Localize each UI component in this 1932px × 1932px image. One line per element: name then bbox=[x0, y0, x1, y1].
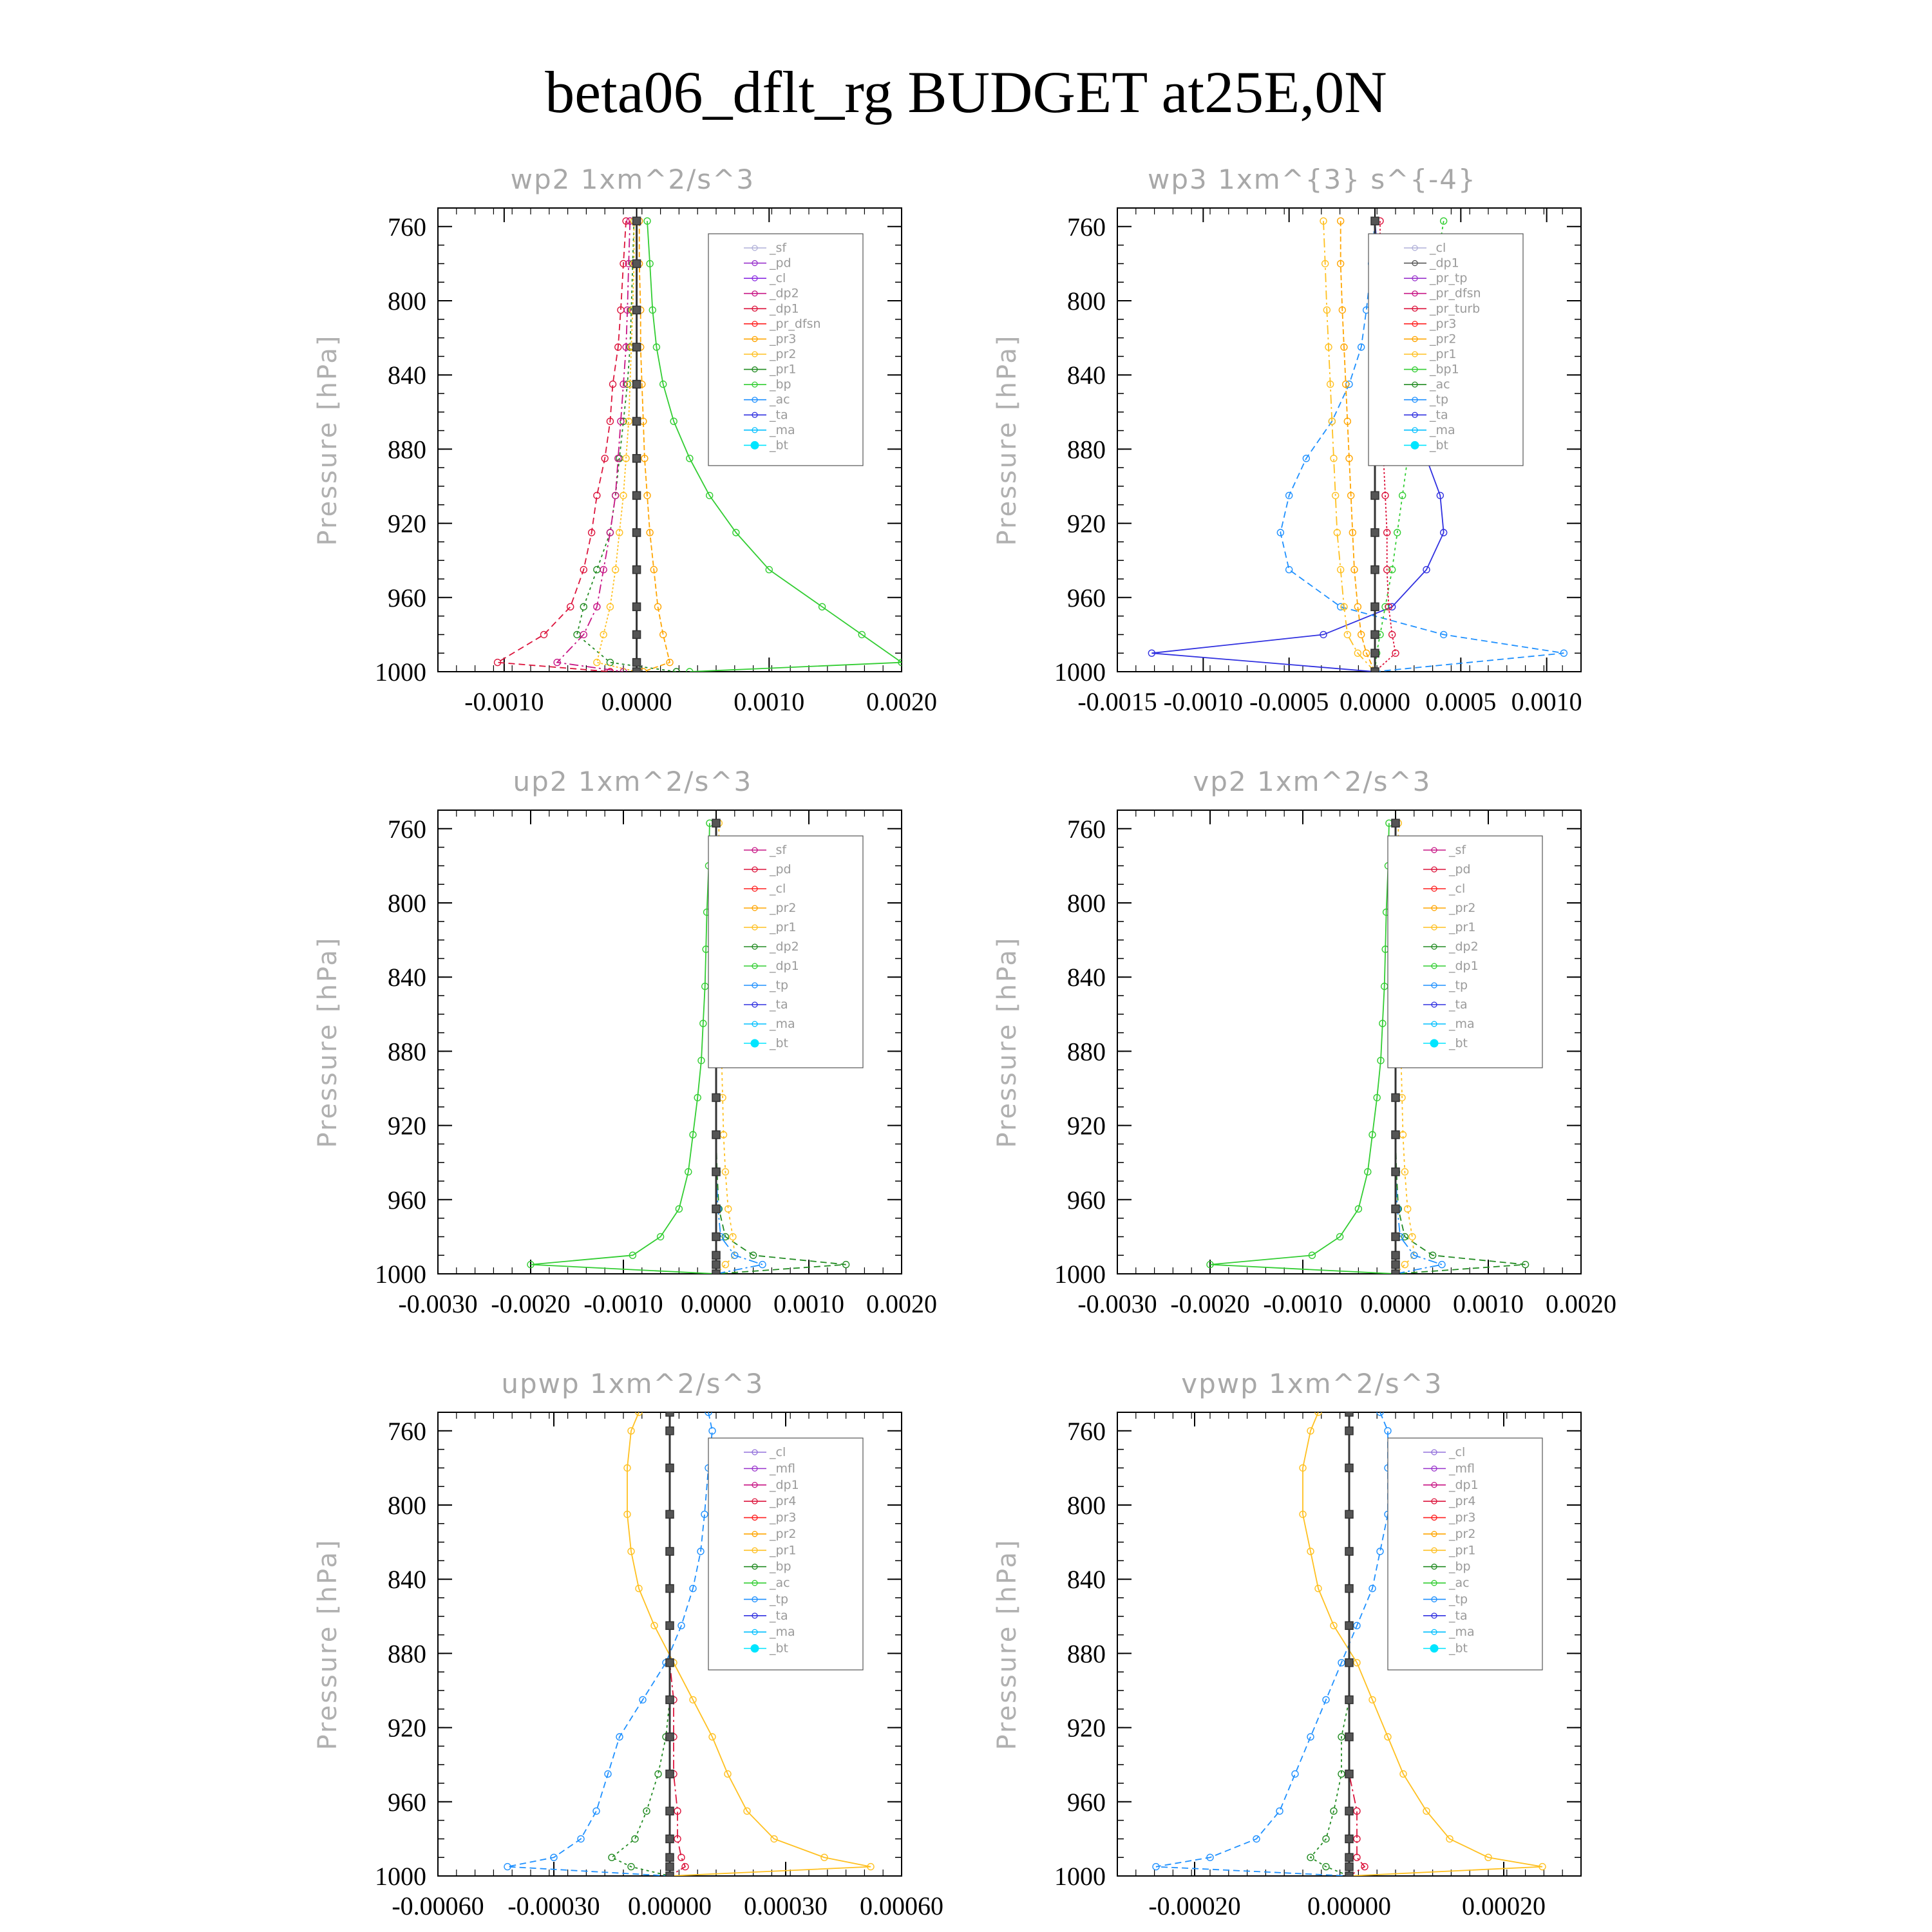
series-marker-bt bbox=[1371, 668, 1379, 676]
series-marker-bt bbox=[1392, 1094, 1399, 1101]
x-tick-label: 0.00060 bbox=[860, 1891, 943, 1920]
y-tick-label: 760 bbox=[1067, 212, 1106, 242]
panel-1 bbox=[313, 164, 937, 716]
legend-label: _bp bbox=[770, 1559, 791, 1574]
series-marker-bt bbox=[1371, 217, 1379, 225]
x-tick-label: -0.0005 bbox=[1249, 687, 1329, 716]
legend-label: _pr1 bbox=[770, 920, 797, 934]
y-tick-label: 800 bbox=[1067, 287, 1106, 316]
series-marker-bt bbox=[1392, 1270, 1399, 1278]
legend-label: _dp2 bbox=[770, 286, 799, 301]
y-tick-label: 840 bbox=[388, 1565, 426, 1595]
x-tick-label: -0.0010 bbox=[1163, 687, 1243, 716]
legend-label: _bt bbox=[770, 438, 789, 453]
y-tick-label: 760 bbox=[1067, 1416, 1106, 1446]
series-marker-pr1 bbox=[722, 1262, 728, 1268]
y-axis-label: Pressure [hPa] bbox=[313, 334, 343, 546]
legend-label: _tp bbox=[770, 1592, 789, 1607]
legend-label: _ta bbox=[770, 998, 788, 1012]
y-tick-label: 880 bbox=[1067, 435, 1106, 464]
series-marker-bt bbox=[633, 217, 641, 225]
series-marker-bt bbox=[1371, 529, 1379, 536]
page-title: beta06_dflt_rg BUDGET at25E,0N bbox=[545, 59, 1387, 125]
legend-label: _pr1 bbox=[1430, 347, 1457, 361]
series-line-pr4 bbox=[670, 1412, 685, 1876]
x-tick-label: 0.0020 bbox=[866, 1289, 937, 1318]
series-marker-tp bbox=[1292, 1771, 1298, 1777]
series-marker-bt bbox=[712, 1270, 720, 1278]
x-tick-label: 0.0020 bbox=[866, 687, 937, 716]
legend-label: _bp bbox=[1449, 1559, 1471, 1574]
legend-label: _pr2 bbox=[770, 347, 797, 361]
panel-4 bbox=[992, 766, 1616, 1318]
legend-label: _pr_turb bbox=[1430, 301, 1481, 316]
panel-title: vpwp 1xm^2/s^3 bbox=[1181, 1368, 1443, 1399]
y-tick-label: 1000 bbox=[375, 1260, 426, 1289]
legend-label: _pr4 bbox=[1449, 1494, 1476, 1509]
legend-label: _pr3 bbox=[1449, 1510, 1476, 1525]
x-tick-label: 0.00000 bbox=[628, 1891, 712, 1920]
y-tick-label: 760 bbox=[388, 212, 426, 242]
legend-label: _pr_dfsn bbox=[770, 316, 821, 331]
series-marker-bt bbox=[666, 1464, 674, 1472]
legend-label: _ta bbox=[1430, 408, 1448, 422]
legend-label: _pr4 bbox=[770, 1494, 797, 1509]
series-marker-tp bbox=[759, 1262, 766, 1268]
series-marker-bt bbox=[1345, 1408, 1353, 1416]
series-line-dp1 bbox=[531, 823, 716, 1274]
x-tick-label: -0.0020 bbox=[1170, 1289, 1250, 1318]
legend-label: _ma bbox=[770, 422, 795, 437]
legend-label: _pr2 bbox=[770, 901, 797, 915]
y-tick-label: 840 bbox=[1067, 963, 1106, 992]
series-marker-bt bbox=[666, 1585, 674, 1593]
y-tick-label: 840 bbox=[1067, 1565, 1106, 1595]
legend-label: _mfl bbox=[770, 1461, 795, 1476]
legend-label: _tp bbox=[1430, 392, 1449, 407]
y-tick-label: 880 bbox=[388, 1639, 426, 1669]
series-marker-bt bbox=[1345, 1427, 1353, 1435]
legend bbox=[708, 234, 863, 466]
series-marker-bt bbox=[666, 1807, 674, 1815]
series-marker-bt bbox=[666, 1863, 674, 1871]
y-tick-label: 880 bbox=[1067, 1639, 1106, 1669]
legend-label: _pr2 bbox=[1449, 1526, 1476, 1541]
legend bbox=[1388, 836, 1542, 1068]
series-marker-bt bbox=[666, 1548, 674, 1555]
legend-label: _ac bbox=[1430, 377, 1450, 392]
series-line-dp1 bbox=[498, 221, 627, 672]
y-tick-label: 840 bbox=[388, 361, 426, 390]
legend-label: _ac bbox=[770, 392, 790, 407]
series-marker-bt bbox=[712, 1205, 720, 1213]
series-marker-bt bbox=[712, 819, 720, 827]
series-line-pr3 bbox=[639, 221, 670, 672]
series-marker-bt bbox=[1345, 1733, 1353, 1741]
series-marker-pr1 bbox=[580, 603, 587, 610]
series-marker-bt bbox=[633, 491, 641, 499]
y-tick-label: 800 bbox=[388, 287, 426, 316]
panel-title: vp2 1xm^2/s^3 bbox=[1193, 766, 1432, 797]
legend-label: _tp bbox=[1449, 978, 1468, 992]
legend-label: _pr_tp bbox=[1430, 271, 1468, 286]
legend-label: _ac bbox=[1449, 1576, 1470, 1591]
series-marker-bt bbox=[1371, 566, 1379, 574]
series-marker-bt bbox=[712, 1094, 720, 1101]
legend-label: _cl bbox=[770, 271, 786, 286]
series-line-pr4 bbox=[1349, 1412, 1365, 1876]
series-line-bp bbox=[1311, 1412, 1349, 1876]
y-tick-label: 920 bbox=[1067, 1713, 1106, 1743]
legend-label: _pr2 bbox=[1449, 901, 1476, 915]
panel-5 bbox=[313, 1368, 943, 1920]
legend-label: _dp2 bbox=[1449, 940, 1479, 954]
series-marker-pr1 bbox=[1401, 1262, 1408, 1268]
legend-label: _ma bbox=[770, 1017, 795, 1031]
legend-label: _dp2 bbox=[770, 940, 799, 954]
series-marker-pr4 bbox=[678, 1854, 685, 1861]
legend-label: _pr2 bbox=[770, 1526, 797, 1541]
legend-label: _cl bbox=[770, 1445, 786, 1459]
y-tick-label: 920 bbox=[1067, 1111, 1106, 1141]
series-marker-bt bbox=[633, 668, 641, 676]
series-marker-bt bbox=[1345, 1807, 1353, 1815]
x-tick-label: -0.0010 bbox=[583, 1289, 663, 1318]
series-marker-bt bbox=[633, 603, 641, 611]
series-line-bp bbox=[612, 1412, 670, 1876]
series-marker-bt bbox=[633, 417, 641, 425]
series-line-tp bbox=[507, 1412, 712, 1876]
series-marker-bt bbox=[712, 1168, 720, 1176]
series-marker-pr1 bbox=[594, 567, 600, 573]
legend-label: _ac bbox=[770, 1576, 790, 1591]
x-tick-label: -0.0010 bbox=[464, 687, 544, 716]
y-tick-label: 760 bbox=[388, 1416, 426, 1446]
y-tick-label: 960 bbox=[388, 1787, 426, 1817]
series-marker-bt bbox=[1371, 630, 1379, 638]
y-tick-label: 920 bbox=[388, 509, 426, 538]
legend-label: _tp bbox=[1449, 1592, 1468, 1607]
legend-swatch-marker bbox=[1411, 441, 1419, 449]
series-marker-bt bbox=[666, 1408, 674, 1416]
x-tick-label: 0.0010 bbox=[1453, 1289, 1524, 1318]
x-tick-label: 0.0000 bbox=[1340, 687, 1410, 716]
legend-label: _cl bbox=[1430, 241, 1446, 255]
panel-6 bbox=[992, 1368, 1581, 1920]
series-marker-dp1 bbox=[541, 631, 547, 638]
legend bbox=[1368, 234, 1523, 466]
series-marker-bt bbox=[1392, 1131, 1399, 1139]
series-marker-bt bbox=[1392, 1251, 1399, 1259]
legend-label: _dp1 bbox=[770, 1477, 799, 1492]
y-axis-label: Pressure [hPa] bbox=[992, 334, 1022, 546]
series-marker-bt bbox=[666, 1696, 674, 1703]
y-tick-label: 960 bbox=[1067, 1787, 1106, 1817]
legend-label: _pr3 bbox=[770, 332, 797, 346]
legend-label: _cl bbox=[1449, 1445, 1466, 1459]
y-tick-label: 960 bbox=[388, 1185, 426, 1215]
series-line-pr2 bbox=[597, 221, 637, 672]
panel-title: up2 1xm^2/s^3 bbox=[513, 766, 753, 797]
x-tick-label: -0.00030 bbox=[507, 1891, 600, 1920]
series-marker-bt bbox=[633, 529, 641, 536]
y-tick-label: 880 bbox=[1067, 1037, 1106, 1066]
x-tick-label: -0.00060 bbox=[392, 1891, 484, 1920]
legend-label: _dp1 bbox=[770, 959, 799, 973]
legend-label: _ta bbox=[1449, 998, 1468, 1012]
series-marker-bt bbox=[1371, 491, 1379, 499]
series-marker-bt bbox=[666, 1853, 674, 1861]
panel-title: wp3 1xm^{3} s^{-4} bbox=[1148, 164, 1477, 195]
legend bbox=[708, 836, 863, 1068]
y-tick-label: 800 bbox=[388, 889, 426, 918]
y-axis-label: Pressure [hPa] bbox=[313, 1538, 343, 1750]
y-tick-label: 800 bbox=[1067, 889, 1106, 918]
series-marker-bt bbox=[666, 1510, 674, 1518]
legend-label: _pr1 bbox=[1449, 920, 1476, 934]
legend-label: _pr3 bbox=[770, 1510, 797, 1525]
series-marker-bt bbox=[712, 1131, 720, 1139]
series-marker-bt bbox=[633, 630, 641, 638]
panel-title: wp2 1xm^2/s^3 bbox=[510, 164, 755, 195]
legend-label: _bt bbox=[770, 1641, 789, 1656]
legend-label: _cl bbox=[1449, 882, 1466, 896]
y-axis-label: Pressure [hPa] bbox=[992, 1538, 1022, 1750]
series-marker-tp bbox=[1276, 1808, 1283, 1814]
panel-3 bbox=[313, 766, 937, 1318]
x-tick-label: 0.0010 bbox=[773, 1289, 844, 1318]
series-marker-bt bbox=[633, 343, 641, 351]
series-marker-bt bbox=[666, 1427, 674, 1435]
legend-label: _bt bbox=[770, 1036, 789, 1050]
legend-label: _pr3 bbox=[1430, 316, 1457, 331]
legend-label: _sf bbox=[1449, 843, 1466, 857]
series-marker-bt bbox=[633, 455, 641, 462]
series-marker-bt bbox=[1345, 1585, 1353, 1593]
x-tick-label: -0.0020 bbox=[491, 1289, 571, 1318]
x-tick-label: 0.00020 bbox=[1462, 1891, 1546, 1920]
y-tick-label: 960 bbox=[388, 583, 426, 612]
series-marker-bt bbox=[633, 306, 641, 314]
y-tick-label: 800 bbox=[1067, 1491, 1106, 1520]
legend-label: _dp1 bbox=[1449, 959, 1479, 973]
y-tick-label: 920 bbox=[388, 1111, 426, 1141]
legend-swatch-marker bbox=[1430, 1039, 1438, 1047]
y-tick-label: 960 bbox=[1067, 1185, 1106, 1215]
series-marker-bt bbox=[633, 659, 641, 667]
series-marker-bt bbox=[633, 566, 641, 574]
y-tick-label: 920 bbox=[388, 1713, 426, 1743]
legend-label: _pr1 bbox=[1449, 1543, 1476, 1558]
series-marker-bt bbox=[666, 1659, 674, 1667]
y-tick-label: 760 bbox=[388, 814, 426, 844]
x-tick-label: 0.00030 bbox=[744, 1891, 828, 1920]
legend-swatch-marker bbox=[751, 441, 759, 449]
y-axis-label: Pressure [hPa] bbox=[992, 936, 1022, 1148]
y-tick-label: 760 bbox=[1067, 814, 1106, 844]
legend-label: _ta bbox=[1449, 1608, 1468, 1623]
legend bbox=[1388, 1438, 1542, 1670]
x-tick-label: 0.0000 bbox=[1360, 1289, 1431, 1318]
series-marker-bt bbox=[1345, 1835, 1353, 1842]
legend-label: _ma bbox=[770, 1625, 795, 1640]
series-marker-bt bbox=[1392, 1261, 1399, 1269]
legend-label: _bt bbox=[1449, 1641, 1468, 1656]
series-marker-bt bbox=[666, 1622, 674, 1629]
series-marker-bt bbox=[1371, 603, 1379, 611]
series-marker-bt bbox=[1345, 1548, 1353, 1555]
series-marker-bt bbox=[633, 381, 641, 388]
legend-label: _sf bbox=[770, 241, 787, 255]
series-line-dp1 bbox=[1210, 823, 1396, 1274]
y-tick-label: 1000 bbox=[375, 1862, 426, 1891]
series-marker-bt bbox=[666, 1770, 674, 1778]
legend-label: _ma bbox=[1430, 422, 1455, 437]
series-marker-bt bbox=[1345, 1659, 1353, 1667]
x-tick-label: 0.0010 bbox=[1511, 687, 1582, 716]
y-axis-label: Pressure [hPa] bbox=[313, 936, 343, 1148]
y-tick-label: 1000 bbox=[375, 658, 426, 687]
series-marker-bt bbox=[1345, 1696, 1353, 1703]
legend-label: _pr1 bbox=[770, 362, 797, 377]
series-marker-bt bbox=[712, 1261, 720, 1269]
x-tick-label: -0.0030 bbox=[1077, 1289, 1157, 1318]
legend-label: _bp1 bbox=[1430, 362, 1459, 377]
series-marker-bt bbox=[1345, 1863, 1353, 1871]
legend-swatch-marker bbox=[751, 1645, 759, 1653]
series-marker-bt bbox=[1345, 1622, 1353, 1629]
legend-label: _pd bbox=[1449, 862, 1471, 876]
y-tick-label: 880 bbox=[388, 1037, 426, 1066]
legend-label: _cl bbox=[770, 882, 786, 896]
legend-label: _ma bbox=[1449, 1625, 1475, 1640]
series-marker-bt bbox=[712, 1233, 720, 1240]
legend-swatch-marker bbox=[751, 1039, 759, 1047]
series-marker-bt bbox=[633, 260, 641, 267]
series-marker-tp bbox=[593, 1808, 600, 1814]
series-marker-bt bbox=[1392, 819, 1399, 827]
y-tick-label: 840 bbox=[388, 963, 426, 992]
legend-label: _bt bbox=[1449, 1036, 1468, 1050]
series-marker-bt bbox=[1392, 1205, 1399, 1213]
y-tick-label: 840 bbox=[1067, 361, 1106, 390]
x-tick-label: -0.0015 bbox=[1077, 687, 1157, 716]
series-marker-bt bbox=[1392, 1233, 1399, 1240]
y-tick-label: 1000 bbox=[1054, 658, 1106, 687]
y-tick-label: 960 bbox=[1067, 583, 1106, 612]
legend-label: _pd bbox=[770, 862, 791, 876]
legend-label: _tp bbox=[770, 978, 789, 992]
series-marker-bt bbox=[1392, 1168, 1399, 1176]
x-tick-label: -0.0030 bbox=[398, 1289, 478, 1318]
series-marker-bt bbox=[1345, 1853, 1353, 1861]
series-marker-bt bbox=[1345, 1770, 1353, 1778]
y-tick-label: 920 bbox=[1067, 509, 1106, 538]
legend-label: _bt bbox=[1430, 438, 1449, 453]
x-tick-label: -0.00020 bbox=[1148, 1891, 1241, 1920]
legend-label: _dp1 bbox=[1430, 256, 1459, 270]
legend-label: _dp1 bbox=[770, 301, 799, 316]
series-marker-tp bbox=[1439, 1262, 1445, 1268]
y-tick-label: 880 bbox=[388, 435, 426, 464]
y-tick-label: 1000 bbox=[1054, 1260, 1106, 1289]
legend-label: _pd bbox=[770, 256, 791, 270]
series-marker-bt bbox=[1371, 649, 1379, 657]
x-tick-label: 0.00000 bbox=[1307, 1891, 1391, 1920]
x-tick-label: 0.0000 bbox=[601, 687, 672, 716]
series-marker-bt bbox=[666, 1872, 674, 1880]
series-marker-bt bbox=[1345, 1510, 1353, 1518]
series-marker-bt bbox=[712, 1251, 720, 1259]
x-tick-label: 0.0010 bbox=[734, 687, 805, 716]
y-tick-label: 800 bbox=[388, 1491, 426, 1520]
series-marker-bp bbox=[632, 1835, 638, 1842]
legend-label: _pr2 bbox=[1430, 332, 1457, 346]
series-marker-dp1 bbox=[567, 603, 574, 610]
legend-label: _pr_dfsn bbox=[1430, 286, 1481, 301]
panel-title: upwp 1xm^2/s^3 bbox=[501, 1368, 764, 1399]
legend bbox=[708, 1438, 863, 1670]
x-tick-label: 0.0020 bbox=[1546, 1289, 1616, 1318]
series-marker-bt bbox=[1345, 1464, 1353, 1472]
y-tick-label: 1000 bbox=[1054, 1862, 1106, 1891]
legend-label: _mfl bbox=[1449, 1461, 1475, 1476]
series-line-tp bbox=[1156, 1412, 1388, 1876]
series-marker-bt bbox=[666, 1835, 674, 1842]
legend-label: _ta bbox=[770, 408, 788, 422]
legend-label: _ta bbox=[770, 1608, 788, 1623]
series-marker-bt bbox=[666, 1733, 674, 1741]
x-tick-label: 0.0005 bbox=[1425, 687, 1497, 716]
legend-label: _sf bbox=[770, 843, 787, 857]
panel-2 bbox=[992, 164, 1582, 716]
legend-label: _bp bbox=[770, 377, 791, 392]
x-tick-label: 0.0000 bbox=[681, 1289, 752, 1318]
series-marker-bp bbox=[609, 1854, 615, 1861]
legend-label: _pr1 bbox=[770, 1543, 797, 1558]
x-tick-label: -0.0010 bbox=[1263, 1289, 1343, 1318]
legend-label: _ma bbox=[1449, 1017, 1475, 1031]
series-marker-bt bbox=[1345, 1872, 1353, 1880]
legend-label: _dp1 bbox=[1449, 1477, 1479, 1492]
legend-swatch-marker bbox=[1430, 1645, 1438, 1653]
